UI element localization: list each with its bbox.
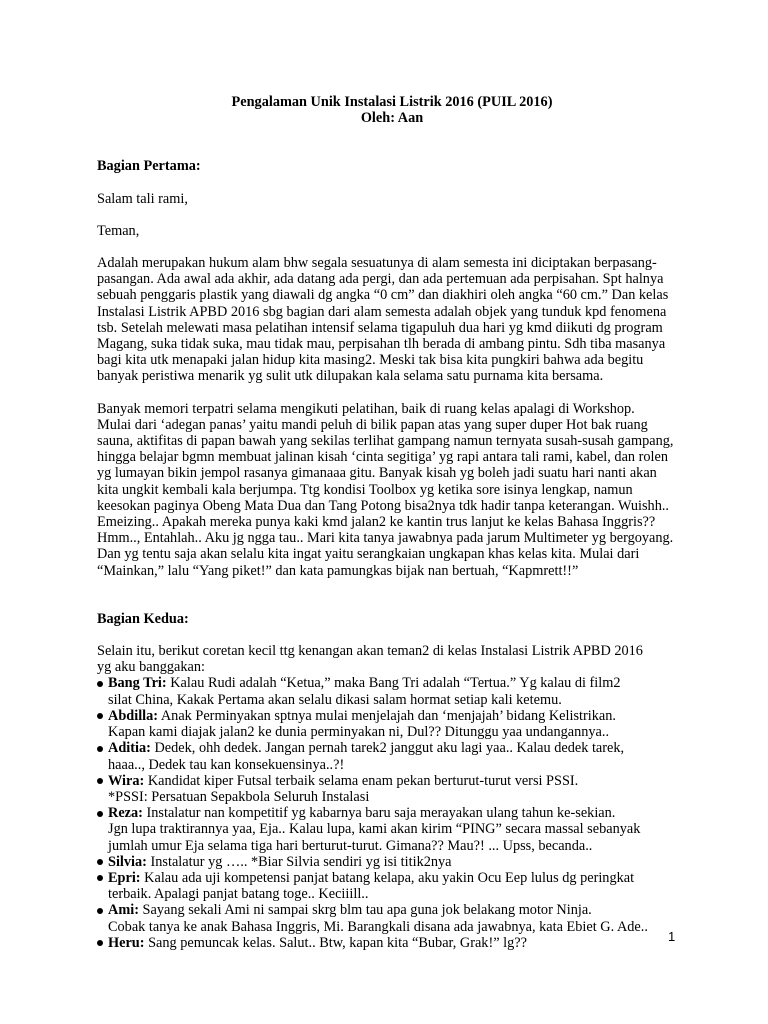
paragraph-line: Hmm.., Entahlah.. Aku jg ngga tau.. Mari kita tanya jawabnya pada jarum Multimeter yg bergoyang. xyxy=(97,530,674,547)
intro-line: Selain itu, berikut coretan kecil ttg kenangan akan teman2 di kelas Instalasi Listrik APBD 2016 xyxy=(97,643,643,660)
part2-heading: Bagian Kedua: xyxy=(97,610,189,627)
classmate-text: Cobak tanya ke anak Bahasa Inggris, Mi. Barangkali disana ada jawabnya, kata Ebiet G. Ade.. xyxy=(108,918,648,935)
paragraph-line: “Mainkan,” lalu “Yang piket!” dan kata pamungkas bijak nan bertuah, “Kapmrett!!” xyxy=(97,562,579,579)
paragraph-2 xyxy=(97,401,687,579)
classmate-name: Heru: xyxy=(108,934,145,951)
part1-heading: Bagian Pertama: xyxy=(97,158,201,175)
classmate-text: Kandidat kiper Futsal terbaik selama enam pekan berturut-turut versi PSSI. xyxy=(144,772,579,789)
classmate-name: Aditia: xyxy=(108,740,151,757)
paragraph-line: pasangan. Ada awal ada akhir, ada datang ada pergi, dan ada pertemuan ada perpisahan. Spt halnya xyxy=(97,271,664,288)
part2-intro xyxy=(97,643,687,675)
classmate-item xyxy=(97,902,687,934)
intro-line: yg aku banggakan: xyxy=(97,659,205,676)
classmate-text: terbaik. Apalagi panjat batang toge.. Keciiill.. xyxy=(108,886,369,903)
classmate-text: silat China, Kakak Pertama akan selalu dikasi salam hormat setiap kali ketemu. xyxy=(108,691,562,708)
classmate-name: Ami: xyxy=(108,902,139,919)
paragraph-line: Emeizing.. Apakah mereka punya kaki kmd jalan2 ke kantin trus lanjut ke kelas Bahasa Inggris?? xyxy=(97,514,656,531)
greeting: Salam tali rami, xyxy=(97,190,188,207)
paragraph-line: Magang, suka tidak suka, mau tidak mau, perpisahan tlh berada di ambang pintu. Sdh tiba masanya xyxy=(97,336,666,353)
classmate-item xyxy=(97,870,687,902)
paragraph-line: sauna, aktifitas di papan bawah yang sekilas terlihat gampang namun ternyata susah-susah gampang, xyxy=(97,433,674,450)
paragraph-line: Instalasi Listrik APBD 2016 sbg bagian dari alam semesta adalah objek yang tunduk kpd fenomena xyxy=(97,303,667,320)
document-page xyxy=(97,94,687,951)
document-author: Oleh: Aan xyxy=(360,110,424,127)
paragraph-line: banyak peristiwa menarik yg sulit utk dilupakan kala selama satu purnama kita bersama. xyxy=(97,368,604,385)
classmate-name: Wira: xyxy=(108,772,145,789)
classmate-name: Epri: xyxy=(108,869,141,886)
salutation: Teman, xyxy=(97,222,140,239)
classmate-name: Reza: xyxy=(108,805,143,822)
paragraph-line: Adalah merupakan hukum alam bhw segala sesuatunya di alam semesta ini diciptakan berpasang- xyxy=(97,255,657,272)
classmate-item xyxy=(97,773,687,805)
paragraph-1 xyxy=(97,255,687,385)
classmate-text: Dedek, ohh dedek. Jangan pernah tarek2 janggut aku lagi yaa.. Kalau dedek tarek, xyxy=(150,740,625,757)
classmate-text: Sang pemuncak kelas. Salut.. Btw, kapan kita “Bubar, Grak!” lg?? xyxy=(144,934,527,951)
paragraph-line: hingga belajar bgmn membuat jalinan kisah ‘cinta segitiga’ yg rapi antara tali rami, kabel, dan rolen xyxy=(97,449,669,466)
paragraph-line: Mulai dari ‘adegan panas’ yaitu mandi peluh di bilik papan atas yang super duper Hot bak ruang xyxy=(97,416,648,433)
classmate-text: Instalatur nan kompetitif yg kabarnya baru saja merayakan ulang tahun ke-sekian. xyxy=(142,805,616,822)
classmate-item xyxy=(97,935,687,951)
classmate-text: Kalau Rudi adalah “Ketua,” maka Bang Tri adalah “Tertua.” Yg kalau di film2 xyxy=(166,675,621,692)
classmate-name: Abdilla: xyxy=(108,707,159,724)
paragraph-line: kita ungkit kembali kala berjumpa. Ttg kondisi Toolbox yg ketika sore isinya lengkap, namun xyxy=(97,481,633,498)
paragraph-line: Banyak memori terpatri selama mengikuti pelatihan, baik di ruang kelas apalagi di Workshop. xyxy=(97,400,635,417)
paragraph-line: tsb. Setelah melewati masa pelatihan intensif selama tigapuluh dua hari yg kmd diikuti dg program xyxy=(97,319,663,336)
classmate-text: Kapan kami diajak jalan2 ke dunia perminyakan ni, Dul?? Ditunggu yaa undangannya.. xyxy=(108,724,610,741)
classmate-item xyxy=(97,740,687,772)
classmate-text: Jgn lupa traktirannya yaa, Eja.. Kalau lupa, kami akan kirim “PING” secara massal sebanyak xyxy=(108,821,641,838)
classmate-item xyxy=(97,708,687,740)
paragraph-line: Dan yg tentu saja akan selalu kita ingat yaitu serangkaian ungkapan khas kelas kita. Mulai dari xyxy=(97,546,640,563)
page-number: 1 xyxy=(668,929,676,944)
classmate-text: Anak Perminyakan sptnya mulai menjelajah dan ‘menjajah’ bidang Kelistrikan. xyxy=(158,707,616,724)
classmate-text: jumlah umur Eja selama tiga hari berturut-turut. Gimana?? Mau?! ... Upss, becanda.. xyxy=(108,837,593,854)
classmate-item xyxy=(97,675,687,707)
paragraph-line: sebuah penggaris plastik yang diawali dg angka “0 cm” dan diakhiri oleh angka “60 cm.” Dan kelas xyxy=(97,287,669,304)
classmate-text: *PSSI: Persatuan Sepakbola Seluruh Instalasi xyxy=(108,788,370,805)
classmate-text: Kalau ada uji kompetensi panjat batang kelapa, aku yakin Ocu Eep lulus dg peringkat xyxy=(140,869,635,886)
paragraph-line: bagi kita utk menapaki jalan hidup kita masing2. Meski tak bisa kita pungkiri bahwa ada begitu xyxy=(97,352,644,369)
classmate-text: Sayang sekali Ami ni sampai skrg blm tau apa guna jok belakang motor Ninja. xyxy=(138,902,592,919)
classmate-item xyxy=(97,854,687,870)
classmate-name: Bang Tri: xyxy=(108,675,167,692)
paragraph-line: yg lumayan bikin jempol rasanya gimanaaa gitu. Banyak kisah yg boleh jadi suatu hari nanti akan xyxy=(97,465,657,482)
document-title: Pengalaman Unik Instalasi Listrik 2016 (PUIL 2016) xyxy=(231,94,553,110)
classmate-text: haaa.., Dedek tau kan konsekuensinya..?! xyxy=(108,756,345,773)
classmate-list xyxy=(97,675,687,950)
classmate-item xyxy=(97,805,687,854)
paragraph-line: keesokan paginya Obeng Mata Dua dan Tang Potong bisa2nya tdk hadir tanpa keterangan. Wuishh.. xyxy=(97,497,670,514)
classmate-name: Silvia: xyxy=(108,853,147,870)
classmate-text: Instalatur yg ….. *Biar Silvia sendiri yg isi titik2nya xyxy=(146,853,452,870)
